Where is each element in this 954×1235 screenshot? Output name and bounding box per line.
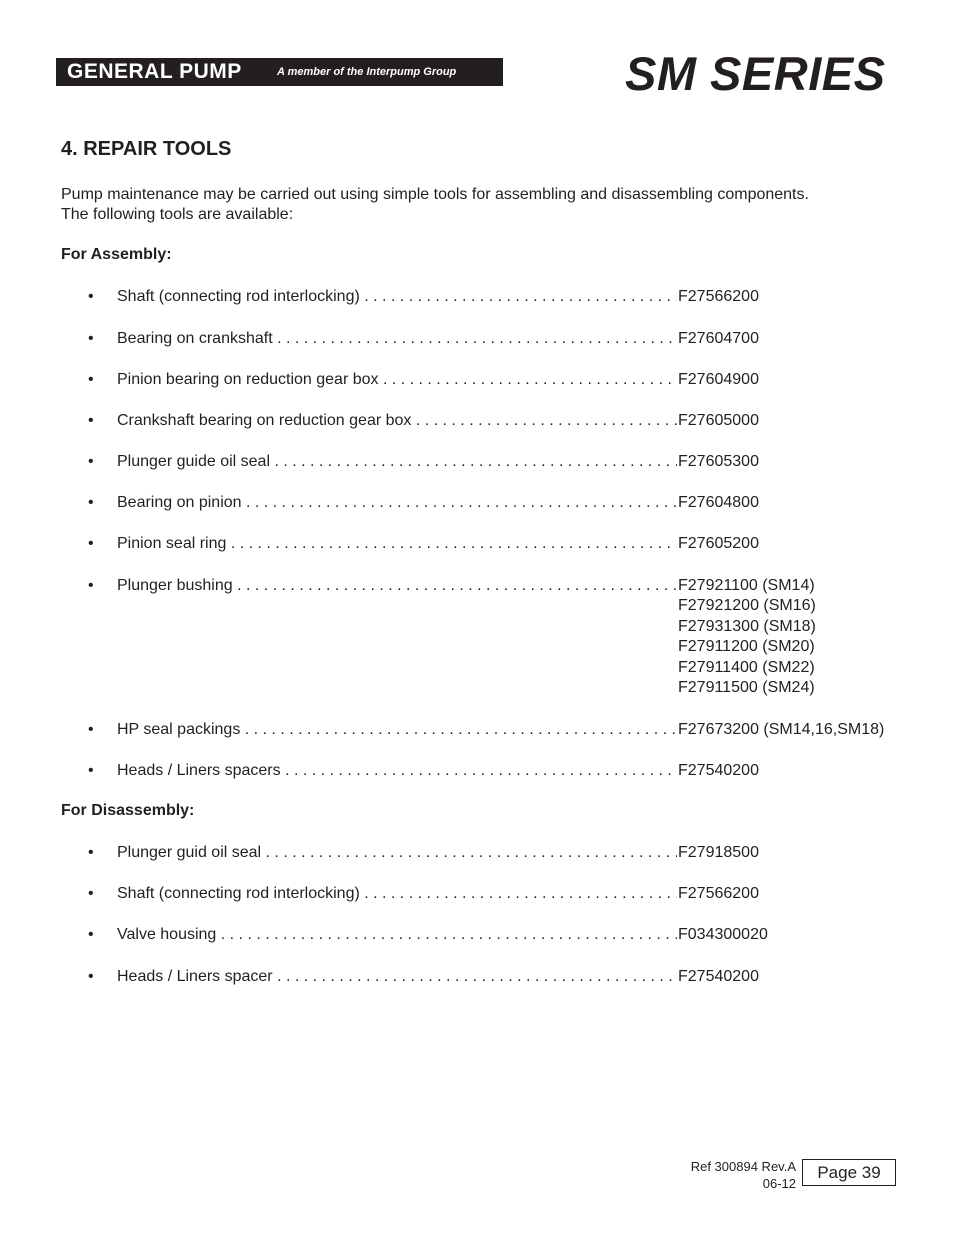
brand-tagline: A member of the Interpump Group xyxy=(277,66,457,78)
bullet: • xyxy=(88,535,94,552)
intro-line: Pump maintenance may be carried out using simple tools for assembling and disassembling components. xyxy=(61,186,809,203)
tool-name: Pinion bearing on reduction gear box . . . xyxy=(117,370,677,390)
bullet: • xyxy=(88,371,94,388)
part-number: F27921100 (SM14) xyxy=(678,577,815,594)
part-numbers xyxy=(678,884,759,904)
part-numbers xyxy=(678,967,759,987)
bullet: • xyxy=(88,577,94,594)
part-numbers xyxy=(678,493,759,513)
part-numbers xyxy=(678,534,759,554)
revision-date: 06-12 xyxy=(762,1176,796,1191)
part-number: F27566200 xyxy=(678,885,759,902)
bullet: • xyxy=(88,968,94,985)
intro-line: The following tools are available: xyxy=(61,206,294,223)
part-number: F27911400 (SM22) xyxy=(678,658,815,676)
bullet: • xyxy=(88,330,94,347)
part-number: F27540200 xyxy=(678,968,759,985)
part-number: F27921200 (SM16) xyxy=(678,597,816,615)
tool-name: Crankshaft bearing on reduction gear box . . . xyxy=(117,411,677,431)
part-number: F27604900 xyxy=(678,371,759,388)
part-numbers xyxy=(678,576,816,698)
tool-name: Valve housing . . . xyxy=(117,925,677,945)
part-number: F27540200 xyxy=(678,762,759,779)
part-number: F27931300 (SM18) xyxy=(678,617,816,635)
tool-name: Bearing on pinion . . . xyxy=(117,493,677,513)
part-number: F27911500 (SM24) xyxy=(678,678,815,696)
tool-name: Heads / Liners spacers . . . xyxy=(117,761,677,781)
part-numbers xyxy=(678,761,759,781)
brand-name: GENERAL PUMP xyxy=(67,60,242,83)
part-numbers xyxy=(678,329,759,349)
tool-name: Shaft (connecting rod interlocking) . . . xyxy=(117,287,677,307)
bullet: • xyxy=(88,453,94,470)
part-number: F034300020 xyxy=(678,926,768,943)
part-number: F27911200 (SM20) xyxy=(678,638,815,656)
tool-name: Heads / Liners spacer . . . xyxy=(117,967,677,987)
part-numbers xyxy=(678,452,759,472)
tool-name: Bearing on crankshaft . . . xyxy=(117,329,677,349)
part-numbers xyxy=(678,370,759,390)
header-bar xyxy=(56,58,503,86)
part-number: F27605000 xyxy=(678,412,759,429)
tool-name: HP seal packings . . . xyxy=(117,720,677,740)
bullet: • xyxy=(88,494,94,511)
part-numbers xyxy=(678,720,884,740)
tool-name: Pinion seal ring . . . xyxy=(117,534,677,554)
section-heading: 4. REPAIR TOOLS xyxy=(61,138,232,160)
intro-paragraph xyxy=(61,185,921,225)
part-number: F27605200 xyxy=(678,535,759,552)
part-number: F27605300 xyxy=(678,453,759,470)
assembly-heading: For Assembly: xyxy=(61,246,172,263)
bullet: • xyxy=(88,412,94,429)
part-number: F27918500 xyxy=(678,844,759,861)
disassembly-heading: For Disassembly: xyxy=(61,802,195,819)
bullet: • xyxy=(88,926,94,943)
document-reference xyxy=(660,1158,796,1192)
part-number: F27673200 (SM14,16,SM18) xyxy=(678,721,885,738)
part-numbers xyxy=(678,925,768,945)
tool-name: Plunger bushing . . . xyxy=(117,576,677,596)
part-number: F27604700 xyxy=(678,330,759,347)
part-numbers xyxy=(678,843,759,863)
part-numbers xyxy=(678,411,759,431)
bullet: • xyxy=(88,762,94,779)
tool-name: Plunger guid oil seal . . . xyxy=(117,843,677,863)
bullet: • xyxy=(88,288,94,305)
reference-number: Ref 300894 Rev.A xyxy=(690,1159,796,1174)
tool-name: Shaft (connecting rod interlocking) . . . xyxy=(117,884,677,904)
bullet: • xyxy=(88,721,94,738)
part-number: F27604800 xyxy=(678,494,759,511)
tool-name: Plunger guide oil seal . . . xyxy=(117,452,677,472)
bullet: • xyxy=(88,885,94,902)
series-title: SM SERIES xyxy=(625,47,886,100)
part-number: F27566200 xyxy=(678,288,759,305)
part-numbers xyxy=(678,287,759,307)
page-number: Page 39 xyxy=(802,1159,896,1186)
bullet: • xyxy=(88,844,94,861)
